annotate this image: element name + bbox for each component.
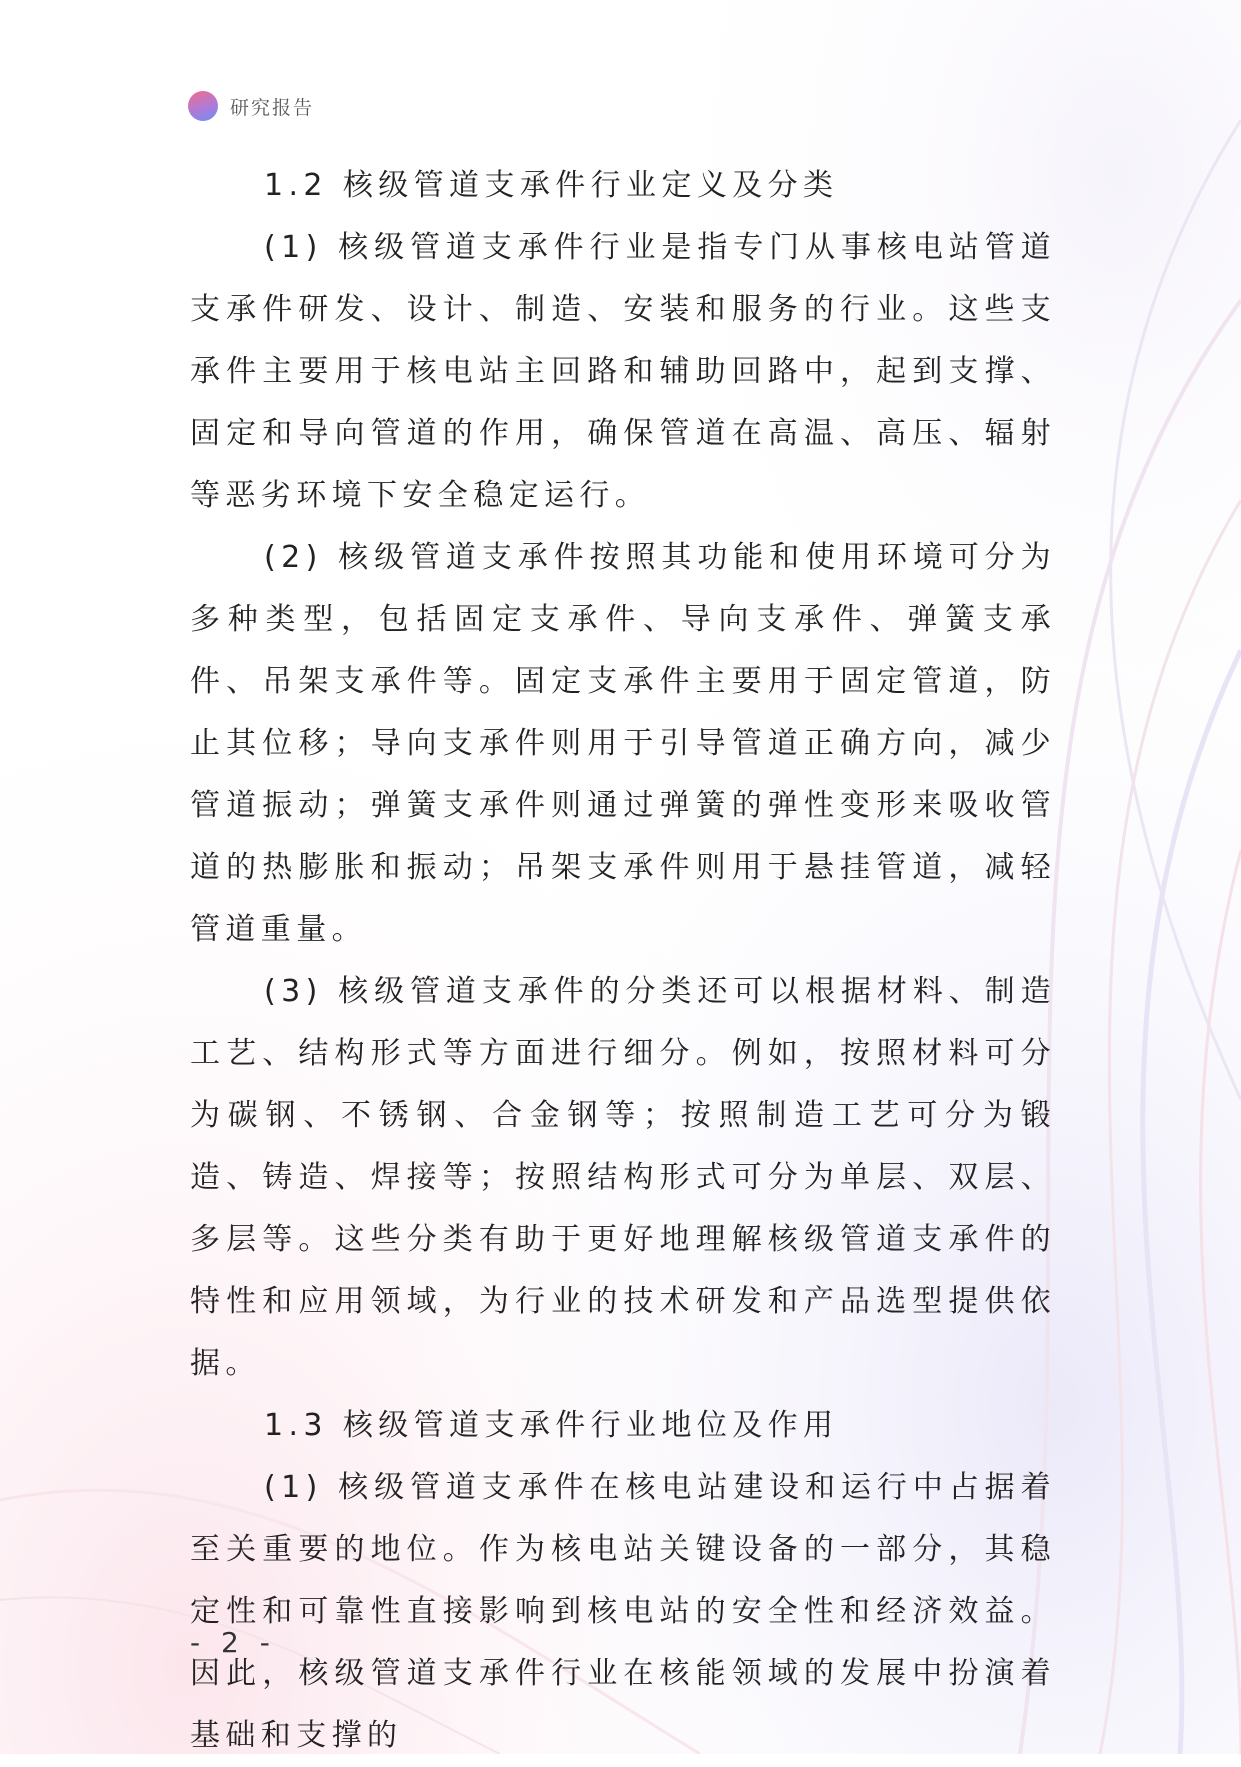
- page-number: - 2 -: [190, 1626, 276, 1659]
- report-logo-icon: [188, 91, 218, 121]
- section-heading-1-3: 1.3 核级管道支承件行业地位及作用: [264, 1408, 839, 1443]
- document-body: [190, 155, 1056, 1767]
- document-header: [188, 90, 314, 122]
- header-label: 研究报告: [230, 96, 315, 119]
- paragraph-1-3-1: (1) 核级管道支承件在核电站建设和运行中占据着至关重要的地位。作为核电站关键设备的一部分，其稳定性和可靠性直接影响到核电站的安全性和经济效益。因此，核级管道支承件行业在核能领域的发展中扮演着基础和支撑的: [190, 1470, 1056, 1753]
- paragraph-1-2-3: (3) 核级管道支承件的分类还可以根据材料、制造工艺、结构形式等方面进行细分。例如，按照材料可分为碳钢、不锈钢、合金钢等；按照制造工艺可分为锻造、铸造、焊接等；按照结构形式可分为单层、双层、多层等。这些分类有助于更好地理解核级管道支承件的特性和应用领域，为行业的技术研发和产品选型提供依据。: [190, 974, 1056, 1381]
- paragraph-1-2-1: (1) 核级管道支承件行业是指专门从事核电站管道支承件研发、设计、制造、安装和服务的行业。这些支承件主要用于核电站主回路和辅助回路中，起到支撑、固定和导向管道的作用，确保管道在高温、高压、辐射等恶劣环境下安全稳定运行。: [190, 230, 1056, 513]
- section-heading-1-2: 1.2 核级管道支承件行业定义及分类: [264, 168, 839, 203]
- paragraph-1-2-2: (2) 核级管道支承件按照其功能和使用环境可分为多种类型，包括固定支承件、导向支承件、弹簧支承件、吊架支承件等。固定支承件主要用于固定管道，防止其位移；导向支承件则用于引导管道正确方向，减少管道振动；弹簧支承件则通过弹簧的弹性变形来吸收管道的热膨胀和振动；吊架支承件则用于悬挂管道，减轻管道重量。: [190, 540, 1056, 947]
